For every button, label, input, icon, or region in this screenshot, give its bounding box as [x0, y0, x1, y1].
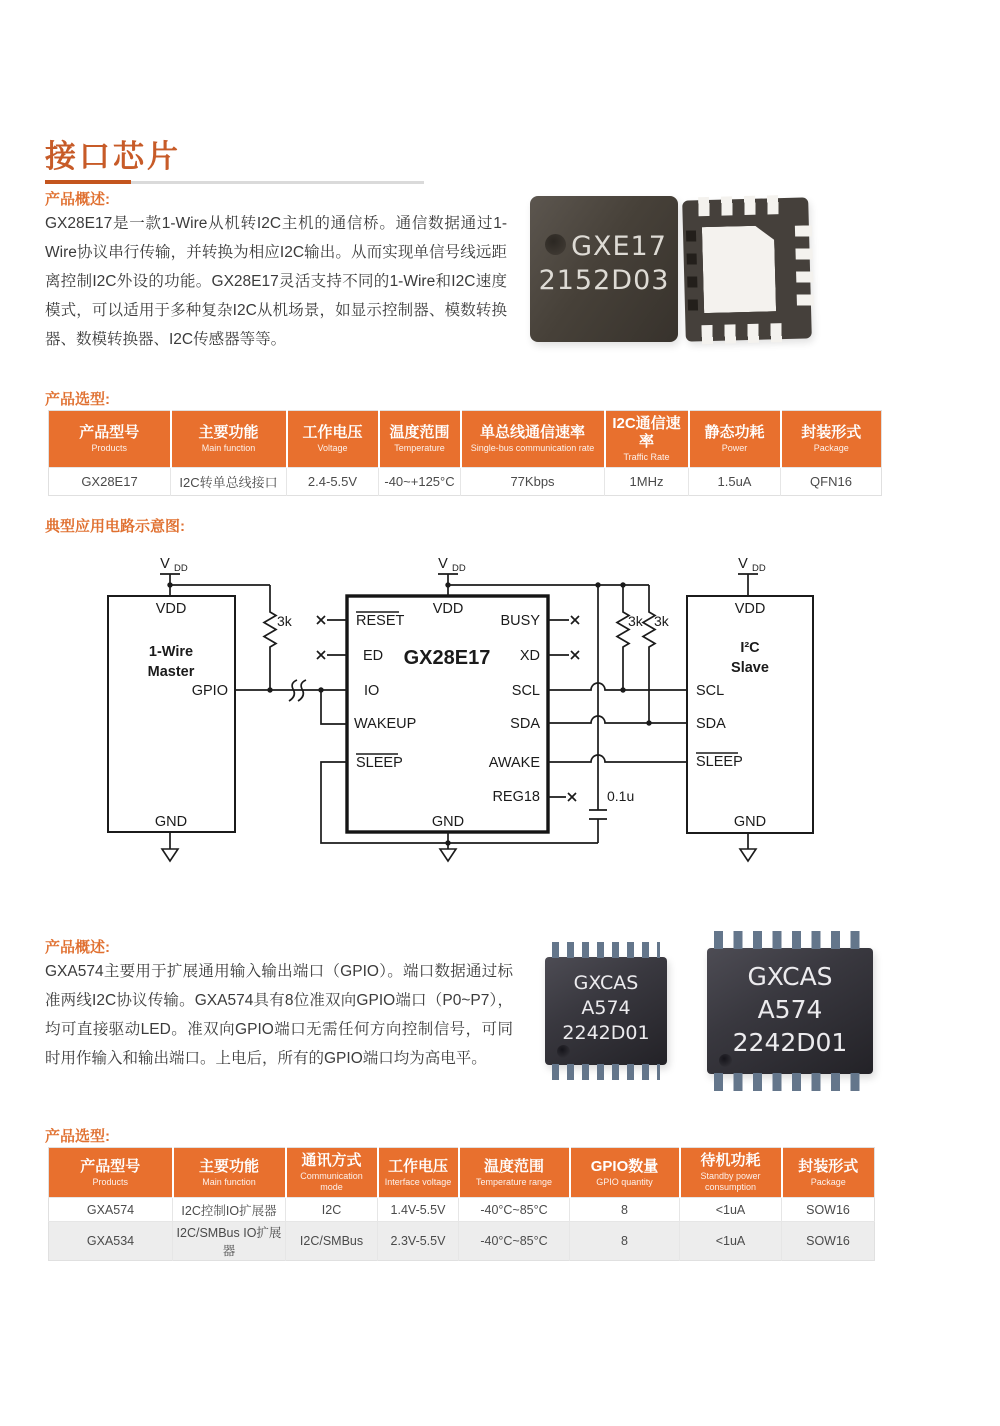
table-cell: <1uA	[680, 1198, 782, 1222]
no-connect-marker	[548, 651, 579, 659]
pin-label-sda: SDA	[696, 716, 726, 732]
table-cell: I2C转单总线接口	[171, 468, 287, 496]
table-cell: 2.4-5.5V	[287, 468, 379, 496]
pin-label-scl: SCL	[696, 683, 725, 699]
bridge-name: GX28E17	[403, 647, 491, 669]
resistor-value: 3k	[277, 613, 292, 629]
pin-label-gnd: GND	[431, 814, 465, 830]
table-row	[49, 1222, 875, 1261]
table-header-row	[49, 1148, 875, 1198]
selection-label-2: 产品选型:	[45, 1128, 110, 1145]
table-cell: -40°C~85°C	[459, 1222, 570, 1261]
capacitor-value: 0.1u	[607, 788, 635, 804]
page-title: 接口芯片	[45, 139, 181, 174]
col-header-package: 封装形式 Package	[781, 411, 882, 468]
chip-photo-soic-large	[707, 948, 873, 1074]
pin-label-vdd: VDD	[432, 601, 464, 617]
col-header-gpio-quantity: GPIO数量 GPIO quantity	[570, 1148, 680, 1198]
pin-label-reg18: REG18	[492, 789, 540, 805]
pin-label-wakeup: WAKEUP	[354, 716, 417, 732]
chip-photo-qfn-top-view	[530, 196, 678, 342]
chip-marking-line2: A574	[581, 997, 631, 1019]
table-cell: GXA574	[49, 1198, 173, 1222]
col-header-package: 封装形式 Package	[782, 1148, 875, 1198]
pin-label-gnd: GND	[733, 814, 767, 830]
pin-label-sleep: SLEEP	[696, 754, 743, 770]
chip-marking	[707, 960, 873, 1059]
table-cell: -40°C~85°C	[459, 1198, 570, 1222]
soic-leads-bottom	[552, 1064, 660, 1080]
soic-leads-bottom	[714, 1073, 866, 1091]
qfn-pads-right	[795, 225, 814, 311]
table-cell: 1.5uA	[689, 468, 781, 496]
slave-name-line1: I²C	[740, 640, 760, 656]
chip-marking-line3: 2242D01	[562, 1022, 650, 1044]
ground-symbol	[162, 849, 756, 861]
col-header-main-function: 主要功能 Main function	[171, 411, 287, 468]
no-connect-marker	[548, 793, 576, 801]
chip-marking-line2: A574	[757, 995, 823, 1024]
table-cell: 8	[570, 1222, 680, 1261]
overview-label-1: 产品概述:	[45, 191, 110, 208]
chip-photo-qfn-bottom-view	[682, 197, 812, 341]
table-row	[49, 1198, 875, 1222]
pin-label-awake: AWAKE	[488, 755, 540, 771]
product-selection-table-1	[48, 410, 882, 496]
svg-text:V: V	[438, 556, 448, 572]
pin1-dimple	[719, 1054, 732, 1067]
table-cell: <1uA	[680, 1222, 782, 1261]
svg-text:V: V	[738, 556, 748, 572]
table-header-row	[49, 411, 882, 468]
col-header-products: 产品型号 Products	[49, 1148, 173, 1198]
junction-dots	[167, 582, 651, 845]
pullup-resistor	[643, 585, 655, 723]
pin-label-reset: RESET	[356, 613, 405, 629]
qfn-pads-bottom	[701, 323, 787, 344]
chip-marking	[545, 971, 667, 1046]
title-underline	[131, 181, 424, 184]
pin-label-io: IO	[364, 683, 380, 699]
table-cell: -40~+125°C	[379, 468, 461, 496]
chip-marking-line1: GXCAS	[747, 962, 833, 991]
wire-scl	[548, 683, 687, 690]
svg-text:V: V	[160, 556, 170, 572]
pin-label-gpio: GPIO	[191, 683, 228, 699]
table-cell: 1.4V-5.5V	[378, 1198, 459, 1222]
chip-marking-line1: GXE17	[571, 231, 667, 262]
pin-label-xd: XD	[519, 648, 540, 664]
slave-name-line2: Slave	[731, 660, 769, 676]
chip-marking-line1: GXCAS	[573, 972, 639, 994]
diagram-label: 典型应用电路示意图:	[45, 518, 185, 535]
pin-label-sda: SDA	[510, 716, 540, 732]
pin-label-vdd: VDD	[734, 601, 766, 617]
wire-awake-sleep	[548, 755, 687, 762]
table-cell: SOW16	[782, 1198, 875, 1222]
col-header-products: 产品型号 Products	[49, 411, 171, 468]
master-name-line1: 1-Wire	[148, 644, 194, 660]
col-header-communication-mode: 通讯方式 Communication mode	[286, 1148, 378, 1198]
table-cell: I2C/SMBus	[286, 1222, 378, 1261]
col-header-voltage: 工作电压 Voltage	[287, 411, 379, 468]
vdd-symbol	[738, 556, 766, 596]
table-cell: SOW16	[782, 1222, 875, 1261]
pin-label-vdd: VDD	[155, 601, 187, 617]
resistor-value: 3k	[654, 613, 669, 629]
table-cell: GX28E17	[49, 468, 171, 496]
resistor-value: 3k	[628, 613, 643, 629]
selection-label-1: 产品选型:	[45, 391, 110, 408]
soic-leads-top	[714, 931, 866, 949]
table-cell: I2C控制IO扩展器	[173, 1198, 286, 1222]
no-connect-marker	[317, 651, 347, 659]
no-connect-marker	[317, 616, 347, 624]
svg-text:DD: DD	[174, 563, 188, 574]
svg-text:DD: DD	[752, 563, 766, 574]
chip-marking-line2: 2152D03	[538, 265, 670, 296]
table-cell: 77Kbps	[461, 468, 605, 496]
table-cell: I2C/SMBus IO扩展器	[173, 1222, 286, 1261]
col-header-interface-voltage: 工作电压 Interface voltage	[378, 1148, 459, 1198]
overview-label-2: 产品概述:	[45, 939, 110, 956]
overview-text-1: GX28E17是一款1-Wire从机转I2C主机的通信桥。通信数据通过1-Wire协议串行传输，并转换为相应I2C输出。从而实现单信号线远距离控制I2C外设的功能。GX28E17灵活支持不同的1-Wire和I2C速度模式，可以适用于多种复杂I2C从机场景，如显示控制器、模数转换器、数模转换器、I2C传感器等等。	[45, 215, 507, 348]
svg-text:DD: DD	[452, 563, 466, 574]
chip-marking	[530, 230, 678, 298]
chip-photo-soic-small	[545, 957, 667, 1065]
vdd-symbol	[160, 556, 188, 596]
table-cell: 1MHz	[605, 468, 689, 496]
pin1-dimple	[557, 1045, 570, 1058]
product-selection-table-2	[48, 1147, 875, 1261]
title-underline-accent	[45, 180, 131, 184]
pin-label-sleep: SLEEP	[356, 755, 403, 771]
wire-sda	[548, 716, 687, 723]
vdd-symbol	[438, 556, 466, 596]
no-connect-marker	[548, 616, 579, 624]
col-header-main-function: 主要功能 Main function	[173, 1148, 286, 1198]
table-cell: GXA534	[49, 1222, 173, 1261]
slave-block	[687, 596, 813, 833]
col-header-single-bus-rate: 单总线通信速率 Single-bus communication rate	[461, 411, 605, 468]
qfn-center-pad	[702, 225, 776, 313]
table-row	[49, 468, 882, 496]
pin-label-gnd: GND	[154, 814, 188, 830]
table-cell: 8	[570, 1198, 680, 1222]
pullup-resistor	[264, 585, 276, 690]
col-header-temperature: 温度范围 Temperature	[379, 411, 461, 468]
col-header-i2c-rate: I2C通信速率 Traffic Rate	[605, 411, 689, 468]
decoupling-capacitor	[589, 585, 607, 843]
overview-text-2: GXA574主要用于扩展通用输入输出端口（GPIO）。端口数据通过标准两线I2C协议传输。GXA574具有8位准双向GPIO端口（P0~P7），均可直接驱动LED。准双向GPIO端口无需任何方向控制信号，可同时用作输入和输出端口。上电后，所有的GPIO端口均为高电平。	[45, 963, 513, 1067]
qfn-pads-left	[686, 230, 698, 314]
table-cell: I2C	[286, 1198, 378, 1222]
table-cell: 2.3V-5.5V	[378, 1222, 459, 1261]
col-header-standby-power: 待机功耗 Standby power consumption	[680, 1148, 782, 1198]
pin-label-busy: BUSY	[500, 613, 540, 629]
col-header-power: 静态功耗 Power	[689, 411, 781, 468]
pin-label-ed: ED	[363, 648, 384, 664]
col-header-temperature-range: 温度范围 Temperature range	[459, 1148, 570, 1198]
pin-label-scl: SCL	[511, 683, 540, 699]
master-name-line2: Master	[147, 664, 195, 680]
qfn-pads-top	[698, 195, 784, 216]
application-circuit-diagram	[0, 540, 1000, 885]
table-cell: QFN16	[781, 468, 882, 496]
soic-leads-top	[552, 942, 660, 958]
pullup-resistor	[617, 585, 629, 690]
chip-marking-line3: 2242D01	[732, 1028, 848, 1057]
master-block	[108, 596, 235, 832]
wire-wakeup-tap	[321, 690, 347, 724]
